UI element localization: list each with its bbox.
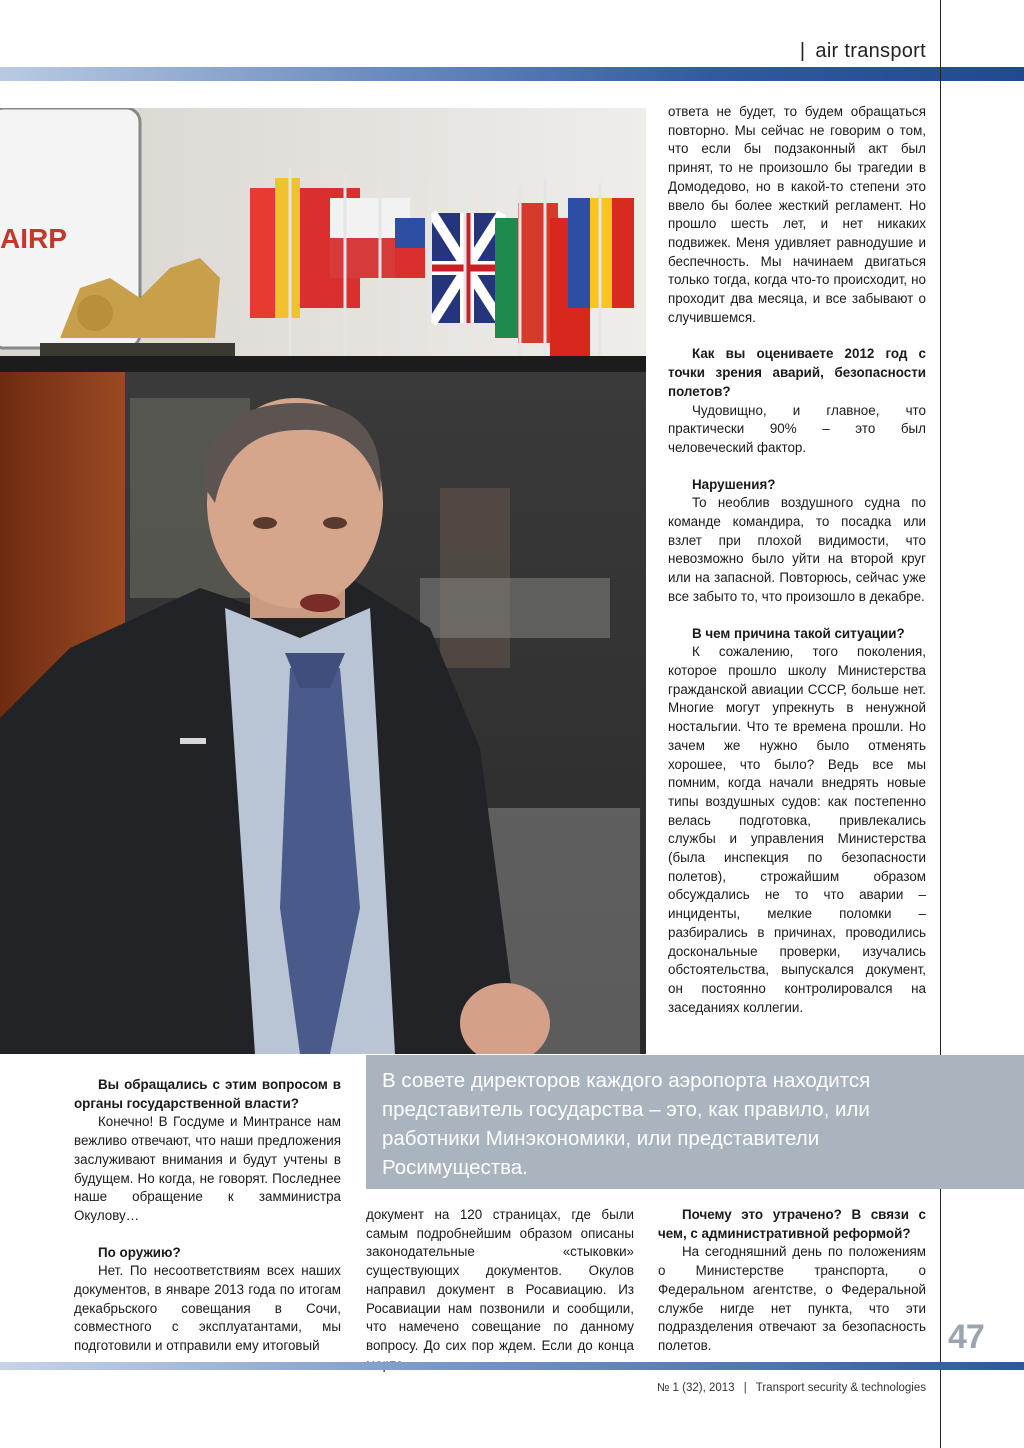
issue-info: № 1 (32), 2013 [657, 1382, 735, 1394]
question-weapons: По оружию? [98, 1244, 181, 1260]
continued-paragraph: документ на 120 страницах, где были самым подробнейшим образом описаны законодательные «стыковки» существующих документов. Окулов направил документ в Росавиацию. Из Росавиации нам позвонили и сообщили, что намечено совещание по данному вопросу. До сих пор ждем. Если до конца [366, 1207, 634, 1353]
right-column-bottom [658, 1206, 926, 1356]
question-government: Вы обращались с этим вопросом в органы государственной власти? [74, 1077, 341, 1111]
answer-paragraph: Нет. По несоответствиям всех наших документов, в январе 2013 года по итогам декабрьского совещания в Сочи, совместного с эксплуатантами, мы подготовили и отправили ему итоговый [74, 1263, 341, 1354]
question-2012: Как вы оцениваете 2012 год с точки зрения аварий, безопасности полетов? [668, 346, 926, 399]
footer-color-bar [0, 1362, 1024, 1370]
answer-paragraph: ответа не будет, то будем обращаться повторно. Мы сейчас не говорим о том, что если бы подзаконный акт был принят, то не произошло бы трагедии в Домодедово, но в какой-то степени это ввело бы более жесткий регламент. Но прошло шесть лет, и нет никаких подвижек. Меня удивляет равнодушие и беспечность. Мы начинаем двигаться только тогда, когда что-то происходит, но проходит два месяца, и все забывают о случившемся. [668, 104, 926, 325]
section-header [800, 40, 926, 63]
answer-paragraph: Чудовищно, и главное, что практически 90% – это был человеческий фактор. [668, 402, 926, 455]
page-margin-rule [940, 0, 941, 1448]
answer-paragraph: Конечно! В Госдуме и Минтрансе нам вежливо отвечают, что наши предложения заслуживают внимания и будут учтены в будущем. Но когда, не говорят. Последнее наше обращение к замминистра Окулову… [74, 1114, 341, 1223]
header-color-bar [0, 67, 1024, 81]
right-column-top [668, 103, 926, 1017]
answer-paragraph: К сожалению, того поколения, которое прошло школу Министерства гражданской авиации СССР, больше нет. Многие могут упрекнуть в ненужной ностальгии. Что те времена прошли. Но зачем же нужно было отменять хорошее, что было? Ведь все мы помним, когда начали внедрять новые типы воздушных судов: как постепенно велась подготовка, привлекались службы и управления Министерства (была инспекция по безопасности полетов), строжайшим образом обсуждались не то что аварии – инциденты, мелкие поломки – разбирались в причинах, проводились доскональные проверки, изучались обстоятельства, выпускался документ, он постоянно контролировался на заседаниях коллегии. [668, 644, 926, 1015]
question-reform: Почему это утрачено? В связи с чем, с административной реформой? [658, 1207, 926, 1241]
question-violations: Нарушения? [692, 476, 776, 492]
answer-paragraph: На сегодняшний день по положениям о Министерстве транспорта, о Федеральном агентстве, о Федеральной службе нигде нет пункта, что эти подразделения отвечают за безопасность полетов. [658, 1244, 926, 1353]
sign-text: AIRP [0, 223, 67, 254]
magazine-title: Transport security & technologies [755, 1382, 926, 1394]
interview-photo [0, 108, 646, 1054]
page-number: 47 [948, 1318, 984, 1356]
left-column [74, 1076, 341, 1356]
section-title: air transport [815, 40, 926, 62]
answer-paragraph: То необлив воздушного судна по команде командира, то посадка или взлет при плохой видимости, что невозможно было уйти на второй круг или на запасной. Повторюсь, сейчас уже все забыто то, что произошло в декабре. [668, 495, 926, 604]
header-separator: | [799, 40, 806, 62]
footer-separator: | [743, 1382, 747, 1394]
pull-quote-text: В совете директоров каждого аэропорта находится представитель государства – это, как правило, или работники Минэкономики, или представители Росимущества. [382, 1069, 871, 1179]
question-cause: В чем причина такой ситуации? [692, 625, 905, 641]
footer [657, 1382, 926, 1394]
middle-column [366, 1206, 634, 1374]
